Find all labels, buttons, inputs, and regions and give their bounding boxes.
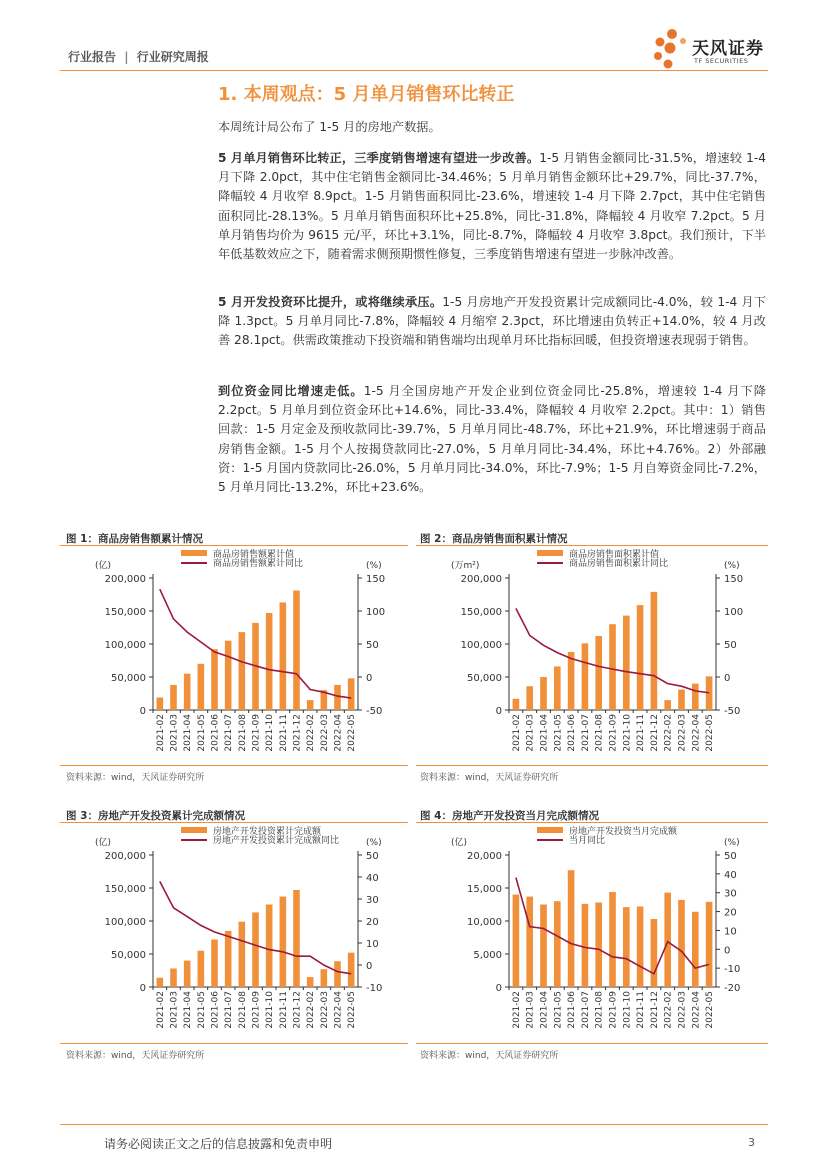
- tf-logo-icon: [650, 26, 694, 70]
- left-tick-label: 100,000: [104, 640, 146, 651]
- x-tick-label: 2021-12: [649, 714, 660, 752]
- right-tick-label: 10: [724, 926, 737, 938]
- left-tick-label: 100,000: [460, 640, 502, 651]
- paragraph-investment: [218, 293, 766, 351]
- x-tick-label: 2022-03: [677, 714, 688, 752]
- x-tick-label: 2021-03: [525, 991, 536, 1029]
- figure-2-rule: [416, 545, 768, 546]
- legend-line-label: 商品房销售面积累计同比: [569, 559, 669, 569]
- x-tick-label: 2021-07: [580, 991, 591, 1029]
- bar: [637, 906, 644, 987]
- x-tick-label: 2021-05: [196, 991, 207, 1029]
- x-tick-label: 2021-12: [649, 991, 660, 1029]
- report-category: 行业研究周报: [136, 50, 209, 64]
- bar: [348, 953, 355, 987]
- bar: [637, 605, 644, 710]
- x-tick-label: 2021-09: [608, 991, 619, 1029]
- legend-line-label: 当月同比: [569, 836, 606, 846]
- bar: [651, 919, 658, 987]
- right-tick-label: 0: [366, 961, 373, 972]
- bar: [184, 674, 191, 710]
- bar: [526, 897, 533, 987]
- x-tick-label: 2021-08: [594, 991, 605, 1029]
- right-tick-label: 50: [724, 640, 737, 651]
- bar: [334, 685, 341, 710]
- x-tick-label: 2022-03: [319, 714, 330, 752]
- right-tick-label: 30: [366, 895, 379, 906]
- chart-sales-area: [416, 548, 768, 762]
- figure-1-rule: [60, 545, 408, 546]
- bar: [678, 690, 685, 710]
- logo-name-cn: 天风证券: [692, 39, 764, 59]
- x-tick-label: 2021-12: [292, 714, 303, 752]
- bar: [664, 893, 671, 987]
- bar: [170, 969, 177, 987]
- legend-bar-label: 房地产开发投资当月完成额: [569, 827, 678, 837]
- x-tick-label: 2021-12: [292, 991, 303, 1029]
- left-tick-label: 0: [139, 706, 146, 717]
- right-tick-label: 100: [366, 607, 386, 618]
- bar: [348, 678, 355, 710]
- x-tick-label: 2022-04: [333, 714, 344, 752]
- left-axis-unit: (万m²): [451, 561, 480, 571]
- x-tick-label: 2022-05: [705, 991, 716, 1029]
- right-tick-label: 0: [366, 673, 373, 684]
- right-tick-label: -10: [724, 964, 741, 976]
- left-axis-unit: (亿): [451, 838, 468, 848]
- right-tick-label: 30: [724, 888, 737, 900]
- bar: [706, 902, 713, 987]
- bar: [568, 870, 575, 987]
- figure-2-title: 图 2：商品房销售面积累计情况: [420, 533, 568, 545]
- bar: [595, 903, 602, 987]
- bar: [293, 591, 300, 710]
- right-tick-label: 150: [366, 574, 386, 585]
- left-axis-unit: (亿): [95, 561, 112, 571]
- bar: [623, 907, 630, 987]
- x-tick-label: 2021-10: [622, 714, 633, 752]
- x-tick-label: 2022-02: [306, 714, 317, 752]
- bar: [513, 699, 520, 710]
- x-tick-label: 2021-08: [237, 991, 248, 1029]
- x-tick-label: 2022-02: [663, 991, 674, 1029]
- right-tick-label: 50: [366, 640, 379, 651]
- x-tick-label: 2021-09: [251, 714, 262, 752]
- bar: [211, 649, 218, 710]
- left-tick-label: 200,000: [460, 574, 502, 585]
- section-title: 1. 本周观点：5 月单月销售环比转正: [218, 84, 515, 105]
- bar: [157, 697, 164, 710]
- x-tick-label: 2021-03: [169, 991, 180, 1029]
- bar: [225, 931, 232, 987]
- x-tick-label: 2022-05: [705, 714, 716, 752]
- bar: [157, 978, 164, 987]
- bar: [334, 961, 341, 987]
- bar: [266, 905, 273, 988]
- bar: [198, 664, 205, 710]
- bar: [252, 912, 259, 987]
- x-tick-label: 2022-03: [319, 991, 330, 1029]
- bar: [651, 592, 658, 710]
- x-tick-label: 2021-08: [594, 714, 605, 752]
- bar: [184, 961, 191, 987]
- bar: [582, 904, 589, 987]
- x-tick-label: 2022-04: [691, 991, 702, 1029]
- bar: [692, 912, 699, 987]
- bar: [321, 969, 328, 987]
- x-tick-label: 2021-06: [210, 991, 221, 1029]
- legend-line-label: 房地产开发投资累计完成额同比: [213, 836, 340, 846]
- figure-3-title: 图 3：房地产开发投资累计完成额情况: [66, 810, 245, 822]
- left-axis-unit: (亿): [95, 838, 112, 848]
- x-tick-label: 2021-02: [155, 991, 166, 1029]
- paragraph-lead: 到位资金同比增速走低。: [218, 384, 364, 398]
- x-tick-label: 2021-05: [196, 714, 207, 752]
- right-tick-label: 40: [366, 873, 379, 884]
- left-tick-label: 0: [495, 983, 502, 994]
- bar: [540, 905, 547, 988]
- x-tick-label: 2021-09: [608, 714, 619, 752]
- bar: [239, 922, 246, 987]
- x-tick-label: 2021-11: [278, 991, 289, 1029]
- left-tick-label: 150,000: [104, 884, 146, 895]
- logo-name-en: TF SECURITIES: [694, 57, 749, 65]
- bar: [623, 616, 630, 710]
- chart-investment-monthly: [416, 825, 768, 1039]
- bar: [513, 895, 520, 987]
- x-tick-label: 2021-05: [553, 714, 564, 752]
- x-tick-label: 2021-02: [511, 991, 522, 1029]
- x-tick-label: 2021-06: [210, 714, 221, 752]
- bar: [568, 652, 575, 710]
- figure-2-source: 资料来源：wind，天风证券研究所: [420, 773, 559, 783]
- right-tick-label: 150: [724, 574, 744, 585]
- paragraph-sales: [218, 149, 766, 264]
- x-tick-label: 2021-11: [636, 991, 647, 1029]
- paragraph-body: 1-5 月销售金额同比-31.5%，增速较 1-4 月下降 2.0pct，其中住宅销售金额同比-34.46%；5 月单月销售金额环比+29.7%，同比-37.7%，降幅较 4 月收窄 8.9pct。1-5 月销售面积同比-23.6%，增速较 1-4 月下降 2.7pct，其中住宅销售面积同比-28.13%。5 月单月销售面积环比+25.8%，同比-31.8%，降幅较 4 月收窄 7.2pct。5 月单月销售均价为 9615 元/平，环比+3.1%，同比-8.7%，降幅较 4 月收窄 3.8pct。我们预计，下半年低基数效应之下，随着需求侧预期惯性修复，三季度销售增速有望进一步脉冲改善。: [218, 151, 766, 262]
- paragraph-lead: 5 月单月销售环比转正，三季度销售增速有望进一步改善。: [218, 151, 540, 165]
- bar: [554, 901, 561, 987]
- bar: [225, 641, 232, 710]
- x-tick-label: 2021-06: [567, 714, 578, 752]
- right-tick-label: 50: [724, 851, 737, 862]
- legend-bar-swatch: [181, 550, 207, 556]
- x-tick-label: 2021-03: [169, 714, 180, 752]
- legend-bar-swatch: [181, 827, 207, 833]
- x-tick-label: 2022-05: [347, 714, 358, 752]
- left-tick-label: 50,000: [111, 950, 146, 961]
- bar: [609, 892, 616, 987]
- left-tick-label: 15,000: [467, 884, 502, 895]
- left-tick-label: 0: [139, 983, 146, 994]
- paragraph-lead: 5 月开发投资环比提升，或将继续承压。: [218, 295, 443, 309]
- page-number: 3: [748, 1136, 755, 1149]
- x-tick-label: 2021-04: [183, 991, 194, 1029]
- bar: [526, 686, 533, 710]
- figure-1-bottom-rule: [60, 765, 408, 766]
- bar: [692, 684, 699, 710]
- x-tick-label: 2021-05: [553, 991, 564, 1029]
- bar: [595, 636, 602, 710]
- right-tick-label: 10: [366, 939, 379, 950]
- bar: [609, 624, 616, 710]
- left-tick-label: 5,000: [473, 950, 502, 961]
- left-tick-label: 150,000: [460, 607, 502, 618]
- bar: [664, 700, 671, 710]
- right-axis-unit: (%): [724, 838, 740, 848]
- x-tick-label: 2021-10: [265, 714, 276, 752]
- figure-1-source: 资料来源：wind，天风证券研究所: [66, 773, 205, 783]
- paragraph-body: 1-5 月房地产开发投资累计完成额同比-4.0%，较 1-4 月下降 1.3pct。5 月单月同比-7.8%，降幅较 4 月缩窄 2.3pct，环比增速由负转正+14.0%，较 4 月改善 28.1pct。供需政策推动下投资端和销售端均出现单月环比指标回暖，但投资增速表现弱于销售。: [218, 295, 766, 348]
- left-tick-label: 200,000: [104, 574, 146, 585]
- x-tick-label: 2021-10: [622, 991, 633, 1029]
- right-tick-label: 40: [724, 869, 737, 881]
- chart-sales-amount: [60, 548, 410, 762]
- header-separator: |: [124, 50, 129, 64]
- figure-1-title: 图 1：商品房销售额累计情况: [66, 533, 203, 545]
- right-axis-unit: (%): [366, 838, 382, 848]
- bar: [554, 666, 561, 710]
- figure-4-source: 资料来源：wind，天风证券研究所: [420, 1051, 559, 1061]
- report-type: 行业报告: [68, 50, 117, 64]
- right-axis-unit: (%): [724, 561, 740, 571]
- bar: [678, 900, 685, 987]
- header-rule: [60, 70, 768, 71]
- x-tick-label: 2022-02: [306, 991, 317, 1029]
- legend-bar-swatch: [537, 827, 563, 833]
- x-tick-label: 2021-04: [183, 714, 194, 752]
- x-tick-label: 2021-07: [224, 991, 235, 1029]
- legend-bar-label: 房地产开发投资累计完成额: [213, 827, 322, 837]
- left-tick-label: 100,000: [104, 917, 146, 928]
- figure-4-bottom-rule: [416, 1043, 768, 1044]
- right-tick-label: 20: [724, 907, 737, 919]
- right-tick-label: 20: [366, 917, 379, 928]
- x-tick-label: 2021-03: [525, 714, 536, 752]
- footer-disclaimer: 请务必阅读正文之后的信息披露和免责申明: [104, 1137, 333, 1151]
- bar: [211, 939, 218, 987]
- bar: [266, 613, 273, 710]
- legend-bar-swatch: [537, 550, 563, 556]
- bar: [293, 890, 300, 987]
- x-tick-label: 2022-05: [347, 991, 358, 1029]
- bar: [239, 632, 246, 710]
- x-tick-label: 2022-03: [677, 991, 688, 1029]
- x-tick-label: 2022-02: [663, 714, 674, 752]
- bar: [307, 977, 314, 987]
- left-tick-label: 10,000: [467, 917, 502, 928]
- x-tick-label: 2021-07: [580, 714, 591, 752]
- right-tick-label: 0: [724, 673, 731, 684]
- right-tick-label: -50: [724, 706, 741, 717]
- chart-investment-cumulative: [60, 825, 410, 1039]
- x-tick-label: 2021-08: [237, 714, 248, 752]
- left-tick-label: 200,000: [104, 851, 146, 862]
- paragraph-body: 1-5 月全国房地产开发企业到位资金同比-25.8%，增速较 1-4 月下降 2.2pct。5 月单月到位资金环比+14.6%，同比-33.4%，降幅较 4 月收窄 2.2pct。其中：1）销售回款：1-5 月定金及预收款同比-39.7%，5 月单月同比-48.7%，环比+21.9%，环比增速弱于商品房销售金额。1-5 月个人按揭贷款同比-27.0%，5 月单月同比-34.4%，环比+4.76%。2）外部融资：1-5 月国内贷款同比-26.0%，5 月单月同比-34.0%，环比-7.9%；1-5 月自筹资金同比-7.2%，5 月单月同比-13.2%，环比+23.6%。: [218, 384, 766, 495]
- footer-rule: [60, 1124, 768, 1125]
- bar: [582, 643, 589, 710]
- right-axis-unit: (%): [366, 561, 382, 571]
- left-tick-label: 0: [495, 706, 502, 717]
- x-tick-label: 2022-04: [691, 714, 702, 752]
- x-tick-label: 2021-04: [539, 991, 550, 1029]
- right-tick-label: 0: [724, 945, 731, 957]
- legend-bar-label: 商品房销售面积累计值: [569, 550, 660, 560]
- left-tick-label: 150,000: [104, 607, 146, 618]
- left-tick-label: 50,000: [111, 673, 146, 684]
- right-tick-label: -10: [366, 983, 383, 994]
- figure-3-source: 资料来源：wind，天风证券研究所: [66, 1051, 205, 1061]
- x-tick-label: 2021-02: [511, 714, 522, 752]
- x-tick-label: 2021-04: [539, 714, 550, 752]
- x-tick-label: 2021-11: [636, 714, 647, 752]
- right-tick-label: 100: [724, 607, 744, 618]
- left-tick-label: 20,000: [467, 851, 502, 862]
- bar: [540, 677, 547, 710]
- x-tick-label: 2021-10: [265, 991, 276, 1029]
- legend-bar-label: 商品房销售额累计值: [213, 550, 295, 560]
- right-tick-label: -50: [366, 706, 383, 717]
- x-tick-label: 2021-02: [155, 714, 166, 752]
- bar: [280, 602, 287, 710]
- figure-3-rule: [60, 822, 408, 823]
- figure-2-bottom-rule: [416, 765, 768, 766]
- paragraph-funding: [218, 382, 766, 497]
- x-tick-label: 2022-04: [333, 991, 344, 1029]
- figure-4-rule: [416, 822, 768, 823]
- x-tick-label: 2021-06: [567, 991, 578, 1029]
- bar: [307, 700, 314, 710]
- x-tick-label: 2021-09: [251, 991, 262, 1029]
- figure-3-bottom-rule: [60, 1043, 408, 1044]
- report-header: [68, 48, 209, 65]
- x-tick-label: 2021-07: [224, 714, 235, 752]
- x-tick-label: 2021-11: [278, 714, 289, 752]
- legend-line-label: 商品房销售额累计同比: [213, 559, 304, 569]
- bar: [198, 951, 205, 987]
- right-tick-label: 50: [366, 851, 379, 862]
- bar: [280, 897, 287, 987]
- figure-4-title: 图 4：房地产开发投资当月完成额情况: [420, 810, 599, 822]
- left-tick-label: 50,000: [467, 673, 502, 684]
- intro-paragraph: 本周统计局公布了 1-5 月的房地产数据。: [218, 120, 441, 134]
- bar: [170, 685, 177, 710]
- right-tick-label: -20: [724, 983, 741, 994]
